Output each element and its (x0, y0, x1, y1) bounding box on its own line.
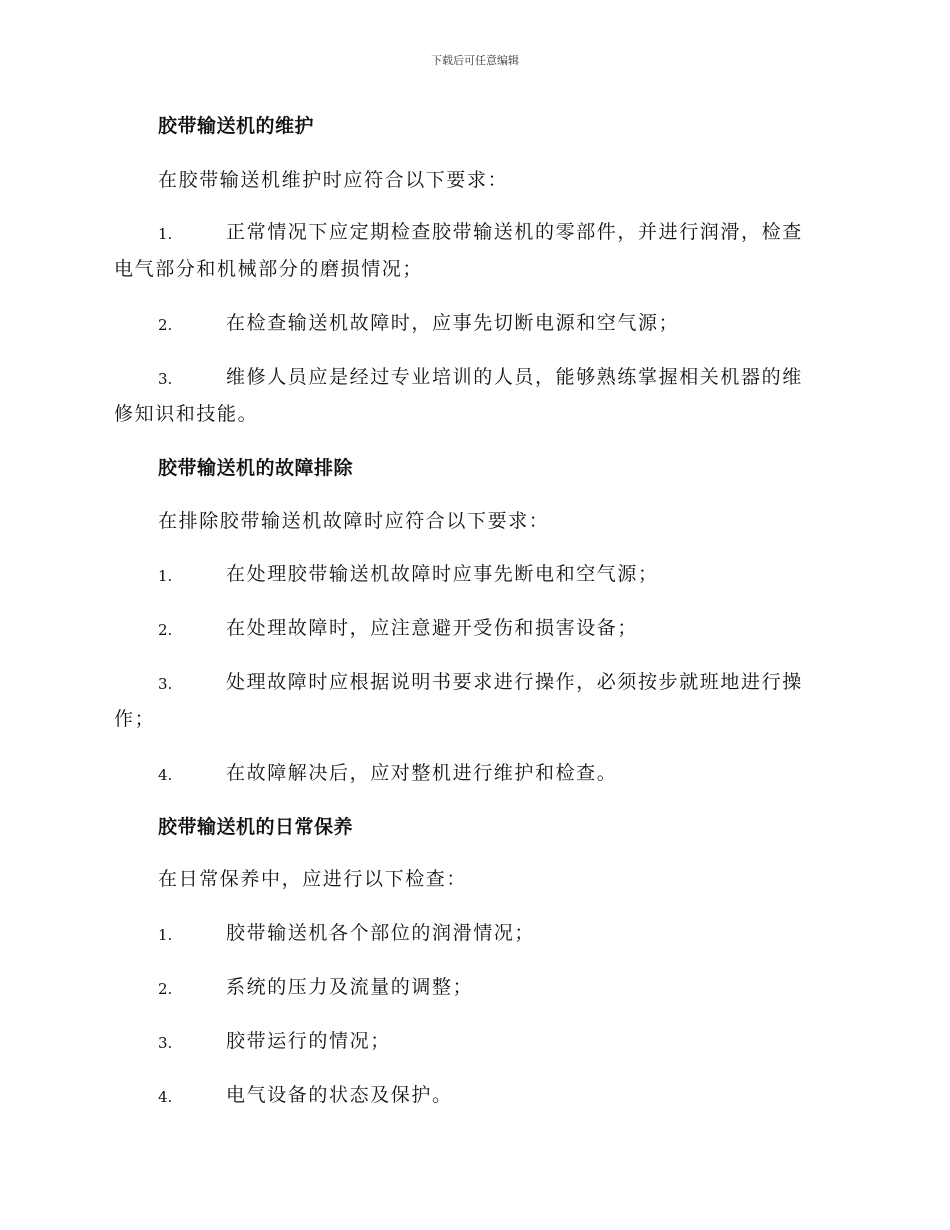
list-item-text: 在故障解决后，应对整机进行维护和检查。 (226, 762, 618, 784)
list-item-continuation: 修知识和技能。 (114, 403, 259, 425)
list-item-text: 在处理故障时，应注意避开受伤和损害设备； (226, 617, 639, 639)
section-intro: 在日常保养中，应进行以下检查： (158, 868, 468, 890)
list-item-text: 处理故障时应根据说明书要求进行操作，必须按步就班地进行操 (226, 671, 803, 693)
list-item-number: 3. (158, 1034, 173, 1052)
list-item-text: 胶带运行的情况； (226, 1030, 391, 1052)
list-item-continuation: 电气部分和机械部分的磨损情况； (114, 258, 424, 280)
list-item-number: 4. (158, 1088, 173, 1106)
page-header: 下载后可任意编辑 (431, 54, 519, 67)
list-item-number: 3. (158, 675, 173, 693)
list-item-text: 维修人员应是经过专业培训的人员，能够熟练掌握相关机器的维 (226, 366, 803, 388)
section-intro: 在胶带输送机维护时应符合以下要求： (158, 169, 509, 191)
section-intro: 在排除胶带输送机故障时应符合以下要求： (158, 510, 550, 532)
list-item-number: 4. (158, 766, 173, 784)
section-title: 胶带输送机的日常保养 (158, 816, 354, 838)
section-title: 胶带输送机的维护 (158, 115, 315, 137)
list-item-text: 正常情况下应定期检查胶带输送机的零部件，并进行润滑，检查 (226, 221, 803, 243)
list-item-text: 在检查输送机故障时，应事先切断电源和空气源； (226, 312, 680, 334)
section-title: 胶带输送机的故障排除 (158, 457, 354, 479)
list-item-text: 在处理胶带输送机故障时应事先断电和空气源； (226, 563, 659, 585)
list-item-continuation: 作； (114, 708, 156, 730)
list-item-number: 2. (158, 316, 173, 334)
list-item-number: 1. (158, 567, 173, 585)
list-item-number: 2. (158, 980, 173, 998)
list-item-number: 2. (158, 621, 173, 639)
list-item-text: 胶带输送机各个部位的润滑情况； (226, 922, 536, 944)
list-item-text: 系统的压力及流量的调整； (226, 976, 474, 998)
list-item-number: 3. (158, 370, 173, 388)
list-item-number: 1. (158, 225, 173, 243)
list-item-number: 1. (158, 926, 173, 944)
list-item-text: 电气设备的状态及保护。 (226, 1084, 453, 1106)
